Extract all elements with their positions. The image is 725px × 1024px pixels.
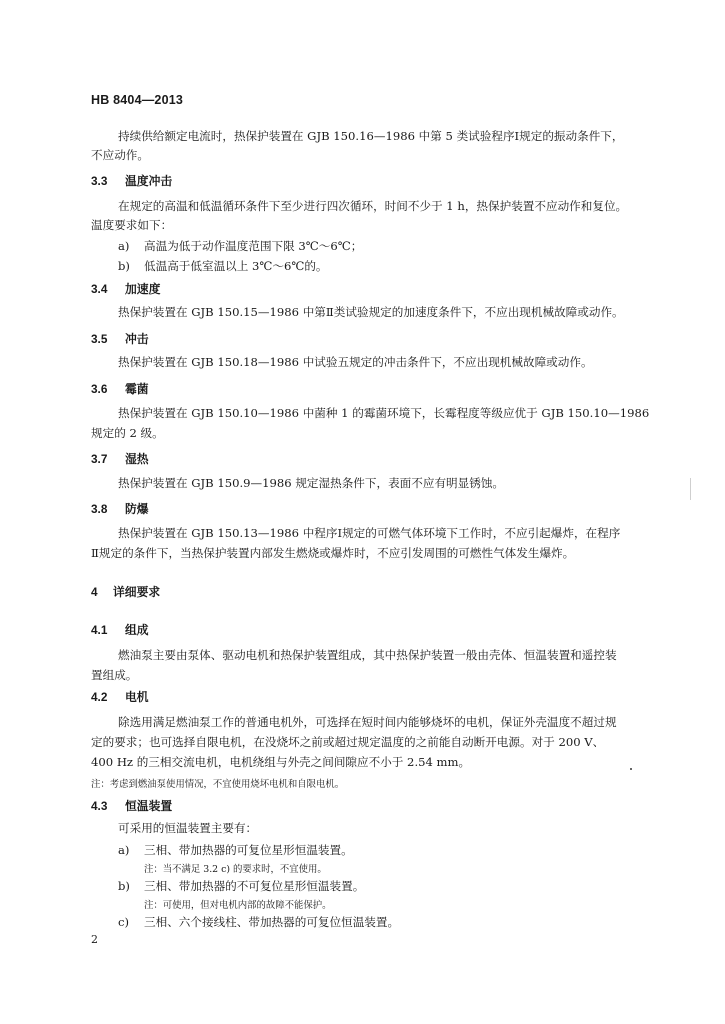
- paragraph: Ⅱ规定的条件下，当热保护装置内部发生燃烧或爆炸时，不应引发周围的可燃性气体发生爆炸。: [91, 546, 575, 560]
- section-number: 4.2: [91, 690, 108, 704]
- section-3-4-heading: [91, 280, 160, 297]
- section-4-3-heading: [91, 797, 172, 814]
- section-title: 温度冲击: [125, 174, 173, 188]
- paragraph: 热保护装置在 GJB 150.10—1986 中菌种 1 的霉菌环境下，长霉程度等级应优于 GJB 150.10—1986: [118, 406, 650, 420]
- intro-line-2: 不应动作。: [91, 148, 149, 162]
- paragraph: 热保护装置在 GJB 150.13—1986 中程序Ⅰ规定的可燃气体环境下工作时，不应引起爆炸，在程序: [118, 526, 621, 540]
- section-4-2-heading: [91, 688, 149, 705]
- section-3-6-heading: [91, 380, 149, 397]
- section-number: 3.5: [91, 332, 108, 346]
- list-item: [118, 238, 362, 254]
- intro-line-1: 持续供给额定电流时，热保护装置在 GJB 150.16—1986 中第 5 类试验程序Ⅰ规定的振动条件下，: [118, 129, 624, 143]
- section-title: 湿热: [125, 452, 149, 466]
- section-title: 组成: [125, 623, 149, 637]
- paragraph: 热保护装置在 GJB 150.18—1986 中试验五规定的冲击条件下，不应出现机械故障或动作。: [118, 355, 593, 369]
- list-item: [118, 878, 364, 894]
- section-number: 4.3: [91, 799, 108, 813]
- section-title: 冲击: [125, 332, 149, 346]
- note: 注：当不满足 3.2 c) 的要求时，不宜使用。: [144, 864, 327, 875]
- paragraph: 温度要求如下：: [91, 218, 173, 232]
- section-number: 3.7: [91, 452, 108, 466]
- paragraph: 可采用的恒温装置主要有：: [118, 821, 258, 835]
- section-number: 4: [91, 585, 98, 599]
- page-number: 2: [91, 933, 98, 946]
- section-3-5-heading: [91, 330, 149, 347]
- list-text: 三相、带加热器的可复位星形恒温装置。: [144, 843, 353, 857]
- section-number: 3.8: [91, 502, 108, 516]
- paragraph: 定的要求；也可选择自限电机，在没烧坏之前或超过规定温度的之前能自动断开电源。对于 200 V、: [91, 735, 605, 749]
- standard-header: HB 8404—2013: [91, 93, 184, 107]
- list-text: 三相、六个接线柱、带加热器的可复位恒温装置。: [144, 915, 400, 929]
- list-text: 三相、带加热器的不可复位星形恒温装置。: [144, 879, 365, 893]
- paragraph: 400 Hz 的三相交流电机，电机绕组与外壳之间间隙应不小于 2.54 mm。: [91, 755, 471, 769]
- section-3-3-heading: [91, 172, 172, 189]
- list-marker: c): [118, 915, 130, 929]
- note: 注：考虑到燃油泵使用情况，不宜使用烧坏电机和自限电机。: [91, 779, 345, 790]
- list-text: 高温为低于动作温度范围下限 3℃～6℃；: [144, 239, 363, 253]
- section-3-8-heading: [91, 500, 149, 517]
- list-marker: a): [118, 239, 130, 253]
- list-marker: a): [118, 843, 130, 857]
- section-4-1-heading: [91, 621, 149, 638]
- section-3-7-heading: [91, 450, 149, 467]
- paragraph: 燃油泵主要由泵体、驱动电机和热保护装置组成，其中热保护装置一般由壳体、恒温装置和遥控装: [118, 648, 617, 662]
- note: 注：可使用，但对电机内部的故障不能保护。: [144, 900, 332, 911]
- paragraph: 热保护装置在 GJB 150.9—1986 规定湿热条件下，表面不应有明显锈蚀。: [118, 476, 505, 490]
- list-text: 低温高于低室温以上 3℃～6℃的。: [144, 259, 328, 273]
- paragraph: 热保护装置在 GJB 150.15—1986 中第Ⅱ类试验规定的加速度条件下，不应出现机械故障或动作。: [118, 305, 624, 319]
- list-marker: b): [118, 259, 130, 273]
- section-title: 防爆: [125, 502, 149, 516]
- section-title: 加速度: [125, 282, 161, 296]
- section-title: 电机: [125, 690, 149, 704]
- section-title: 恒温装置: [125, 799, 173, 813]
- list-item: [118, 258, 328, 274]
- section-number: 3.4: [91, 282, 108, 296]
- section-number: 3.6: [91, 382, 108, 396]
- scan-speck: [630, 768, 632, 770]
- list-marker: b): [118, 879, 130, 893]
- section-title: 详细要求: [113, 585, 161, 599]
- list-item: [118, 914, 399, 930]
- scan-edge-mark: [690, 478, 691, 500]
- section-4-heading: [91, 583, 160, 600]
- section-title: 霉菌: [125, 382, 149, 396]
- section-number: 4.1: [91, 623, 108, 637]
- list-item: [118, 842, 353, 858]
- paragraph: 除选用满足燃油泵工作的普通电机外，可选择在短时间内能够烧坏的电机，保证外壳温度不超过规: [118, 715, 617, 729]
- paragraph: 在规定的高温和低温循环条件下至少进行四次循环，时间不少于 1 h，热保护装置不应动作和复位。: [118, 199, 628, 213]
- paragraph: 置组成。: [91, 668, 138, 682]
- paragraph: 规定的 2 级。: [91, 426, 164, 440]
- section-number: 3.3: [91, 174, 108, 188]
